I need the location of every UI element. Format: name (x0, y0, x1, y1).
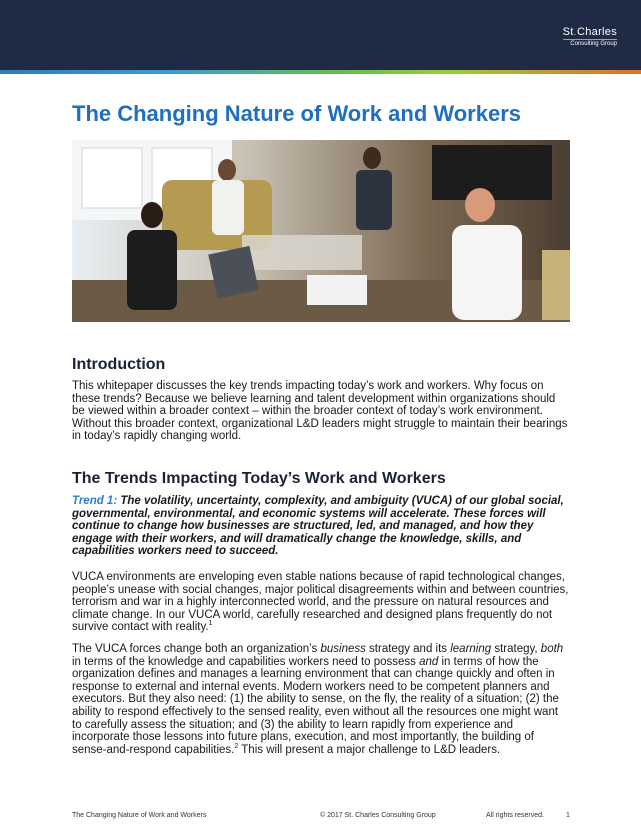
footer-title: The Changing Nature of Work and Workers (72, 812, 207, 819)
intro-heading: Introduction (72, 356, 166, 373)
footnote-2: 2 (234, 742, 239, 750)
page-number: 1 (566, 812, 570, 819)
trend-1-label: Trend 1: (72, 495, 118, 507)
footer-rights: All rights reserved. (486, 812, 544, 819)
footer-copyright: © 2017 St. Charles Consulting Group (320, 812, 436, 819)
meeting-photo (72, 140, 570, 322)
company-logo: St.Charles Consulting Group (562, 26, 617, 47)
footnote-1: 1 (208, 620, 213, 628)
header-stripe (0, 70, 641, 74)
trends-heading: The Trends Impacting Today’s Work and Workers (72, 470, 446, 487)
intro-paragraph: This whitepaper discusses the key trends impacting today’s work and workers. Why focus on these trends? Because we believe learning and talent development within organizations should be viewed within a broader context – within the broader context of today’s work environment. Without this broader context, organizational L&D leaders might struggle to maintain their bearings in today’s rapidly changing world. (72, 380, 568, 443)
header-bar (0, 0, 641, 70)
trend-1-statement: Trend 1: The volatility, uncertainty, complexity, and ambiguity (VUCA) of our global social, governmental, environmental, and economic systems will accelerate. These forces will continue to change how businesses are structured, led, and managed, and how they engage with their workers, and will dramatically change the knowledge, skills, and capabilities workers need to succeed. (72, 495, 564, 558)
page-title: The Changing Nature of Work and Workers (72, 101, 522, 126)
vuca-paragraph-2: The VUCA forces change both an organization’s business strategy and its learning strategy, both in terms of the knowledge and capabilities workers need to possess and in terms of how the organization defines and manages a learning environment that can change quickly and often in response to external and internal events. Modern workers need to be competent planners and executors. But they also need: (1) the ability to sense, on the fly, the reality of a situation; (2) the ability to respond effectively to the sensed reality, even without all the resources one might want to carefully assess the situation; and (3) the ability to learn rapidly from experience and incorporate those lessons into future plans, execution, and most importantly, the building of sense-and-respond capabilities.$^2$ This will present a major challenge to L&D leaders. (72, 643, 564, 756)
vuca-paragraph-1: VUCA environments are enveloping even stable nations because of rapid technological changes, people’s unease with social changes, major political disagreements within and between countries, terrorism and war in a highly interconnected world, and the pressure on natural resources and climate change. In our VUCA world, carefully researched and designed plans frequently do not survive contact with reality.$^1$ (72, 571, 569, 634)
